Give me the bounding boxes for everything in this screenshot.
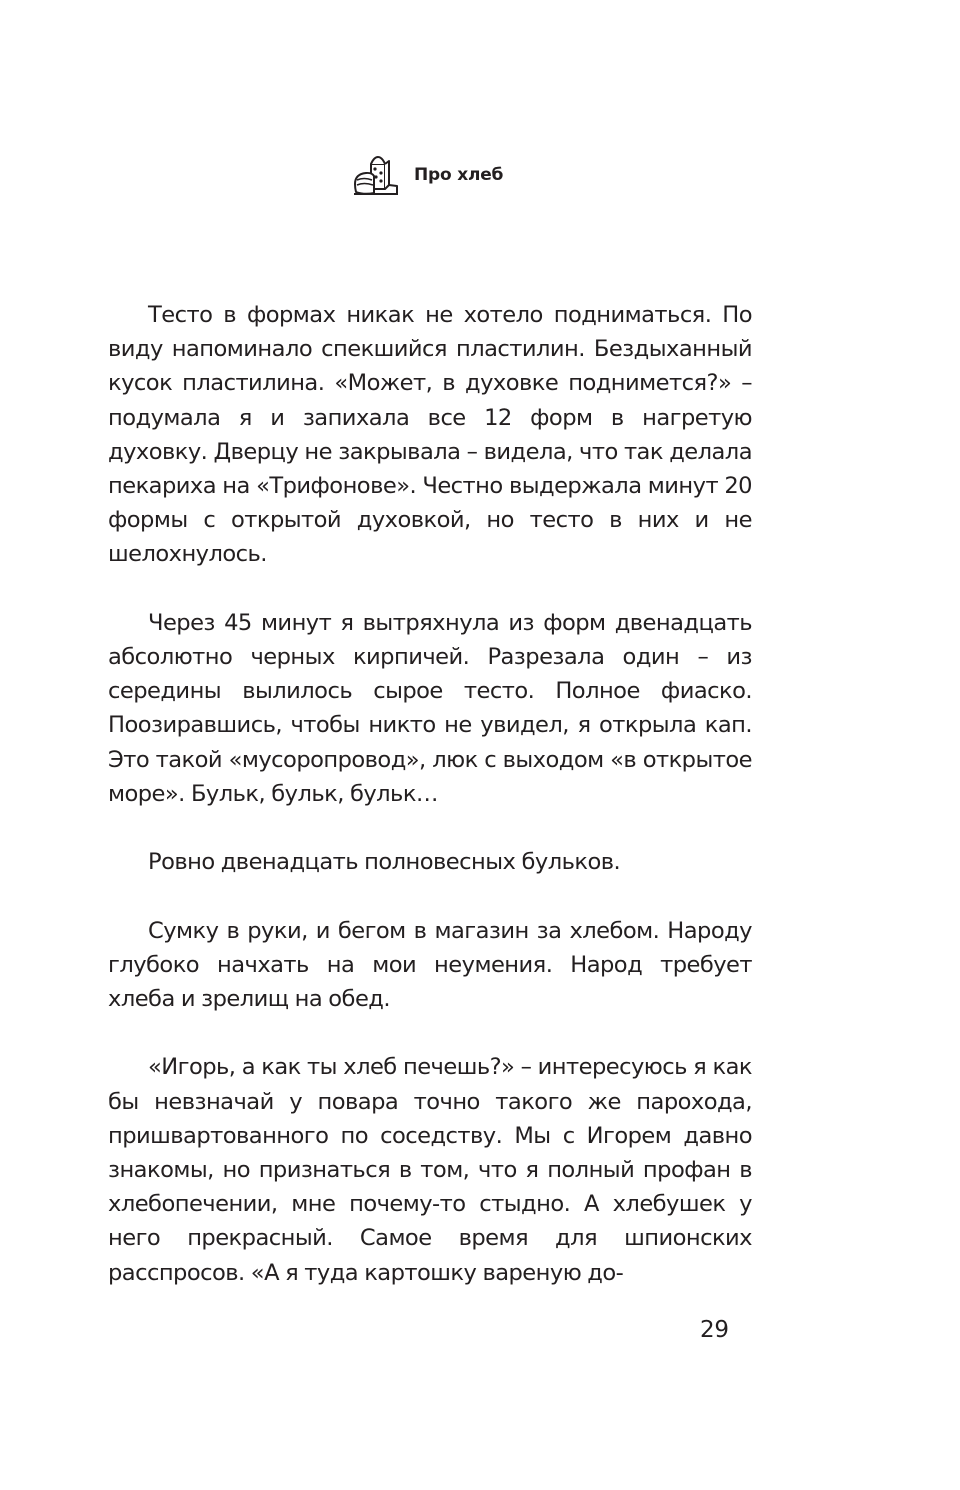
bread-icon xyxy=(352,150,402,200)
paragraph: Тесто в формах никак не хотело подниматься. По виду напоминало спекшийся пластилин. Бездыханный кусок пластилина. «Может, в духовке поднимется?» – подумала я и запихала все 12 форм в нагретую духовку. Дверцу не закрывала – видела, что так делала пекариха на «Трифонове». Честно выдержала минут 20 формы с открытой духовкой, но тесто в них и не шелохнулось. xyxy=(108,302,752,568)
body-text xyxy=(108,298,752,1290)
paragraph: Через 45 минут я вытряхнула из форм двенадцать абсолютно черных кирпичей. Разрезала один – из середины вылилось сырое тесто. Полное фиаско. Поозиравшись, чтобы никто не увидел, я открыла кап. Это такой «мусоропровод», люк с выходом «в открытое море». Бульк, бульк, бульк… xyxy=(108,609,752,807)
page-number: 29 xyxy=(700,1317,729,1343)
paragraph: Сумку в руки, и бегом в магазин за хлебом. Народу глубоко начхать на мои неумения. Народ требует хлеба и зрелищ на обед. xyxy=(108,917,752,1013)
chapter-title: Про хлеб xyxy=(414,165,504,185)
paragraph: «Игорь, а как ты хлеб печешь?» – интересуюсь я как бы невзначай у повара точно такого же парохода, пришвартованного по соседству. Мы с Игорем давно знакомы, но признаться в том, что я полный профан в хлебопечении, мне почему-то стыдно. А хлебушек у него прекрасный. Самое время для шпионских расспросов. «А я туда картошку вареную до- xyxy=(108,1054,752,1286)
chapter-header xyxy=(352,150,503,200)
paragraph: Ровно двенадцать полновесных бульков. xyxy=(148,849,621,876)
